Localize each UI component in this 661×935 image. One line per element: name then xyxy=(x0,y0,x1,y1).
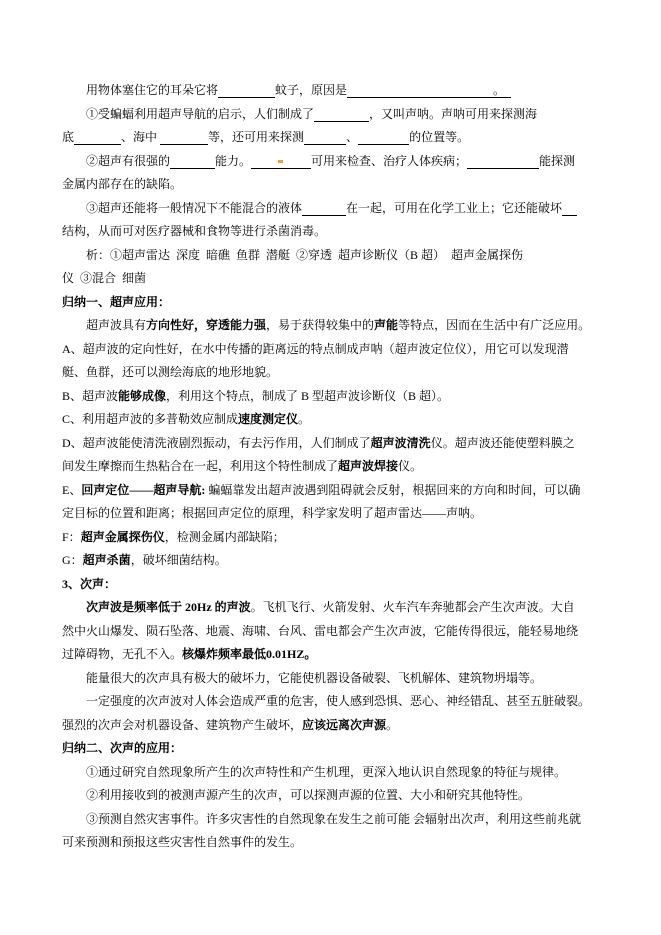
text-segment: 可来预测和预报这些灾害性自然事件的发生。 xyxy=(62,835,303,849)
text-line xyxy=(62,831,601,855)
text-segment: D、超声波能使清洗液剧烈振动，有去污作用，人们制成了 xyxy=(62,435,371,450)
text-segment: 。 xyxy=(298,412,311,426)
text-line xyxy=(62,314,601,338)
text-segment: 定目标的位置和距离；根据回声定位的原理，科学家发明了超声雷达——声呐。 xyxy=(62,506,483,520)
text-segment: 蚊子，原因是 xyxy=(275,83,348,97)
text-segment: 能量很大的次声具有极大的破坏力，它能使机器设备破裂、飞机解体、建筑物坍塌等。 xyxy=(86,670,543,685)
text-line xyxy=(62,408,601,432)
text-line xyxy=(62,197,601,221)
text-segment: 结构，从而可对医疗器械和食物等进行杀菌消毒。 xyxy=(62,224,327,238)
text-segment: ，易于获得较集中的 xyxy=(266,318,375,332)
text-segment: 归纳一、超声应用： xyxy=(62,294,171,309)
text-line xyxy=(62,291,601,315)
text-line xyxy=(62,432,601,456)
text-segment: 应该远离次声源 xyxy=(302,717,387,732)
text-segment: ，利用这个特点，制成了 B 型超声波诊断仪（B 超）。 xyxy=(166,388,450,403)
text-segment: ，破坏细菌结构。 xyxy=(130,553,227,567)
text-segment: 底 xyxy=(62,130,75,144)
text-segment: 的位置等。 xyxy=(409,130,470,144)
fill-in-blank xyxy=(562,201,577,216)
text-segment: ①通过研究自然现象所产生的次声特性和产生机理，更深入地认识自然现象的特征与规律。 xyxy=(86,764,567,779)
text-segment: E、 xyxy=(62,482,82,497)
text-line xyxy=(62,526,601,550)
text-line xyxy=(62,150,601,174)
text-segment: 仪。超声波还能使塑料膜之 xyxy=(430,435,575,450)
text-segment: 析：①超声雷达 深度 暗礁 鱼群 潜艇 ②穿透 超声诊断仪（B 超） 超声金属探伤 xyxy=(86,247,524,262)
text-segment: 间发生摩擦而生热粘合在一起，利用这个特性制成了 xyxy=(62,459,339,473)
text-line xyxy=(62,103,601,127)
text-line xyxy=(62,267,601,291)
fill-in-blank xyxy=(218,83,275,98)
text-segment: 回声定位——超声导航: xyxy=(81,482,206,497)
text-line xyxy=(62,338,601,362)
text-segment: 可用来检查、治疗人体疾病； xyxy=(311,153,468,168)
text-segment: ③超声还能将一般情况下不能混合的液体 xyxy=(86,200,303,215)
text-segment: 等特点，因而在生活中有广泛应用。 xyxy=(398,318,591,332)
text-segment: 艇、鱼群，还可以测绘海底的地形地貌。 xyxy=(62,365,279,379)
text-segment: 用物体塞住它的耳朵它将 xyxy=(86,83,219,97)
text-line xyxy=(62,455,601,479)
text-segment: 声能 xyxy=(374,318,399,332)
text-segment: ③预测自然灾害事件。许多灾害性的自然现象在发生之前可能 会辐射出次声，利用这些前兆就 xyxy=(86,811,582,826)
text-segment: 。飞机飞行、火箭发射、火车汽车奔驰都会产生次声波。大自 xyxy=(250,600,575,614)
text-segment: 。 xyxy=(386,717,399,732)
fill-in-blank: 。 xyxy=(347,83,511,98)
text-line xyxy=(62,620,601,644)
text-segment: 、海中 xyxy=(121,130,161,144)
fill-in-blank xyxy=(304,130,346,145)
text-line xyxy=(62,79,601,103)
text-segment: 归纳二、次声的应用： xyxy=(62,741,183,755)
text-line xyxy=(62,596,601,620)
text-segment: 超声波焊接 xyxy=(338,459,399,473)
text-segment: 核爆炸频率最低0.01HZ。 xyxy=(182,647,317,661)
text-segment: B、超声波 xyxy=(62,388,119,403)
text-segment: 能探测 xyxy=(539,153,576,168)
text-segment: 能够成像 xyxy=(118,388,167,403)
text-line xyxy=(62,361,601,385)
text-segment: ，又叫声呐。声呐可用来探测海 xyxy=(369,106,538,121)
text-segment: 次声波是频率低于 20Hz 的声波 xyxy=(86,600,251,614)
text-segment: 仪。 xyxy=(398,459,423,473)
fill-in-blank xyxy=(314,107,369,122)
text-segment: 在一起，可用在化学工业上；它还能破坏 xyxy=(346,200,563,215)
text-segment: 蝙蝠靠发出超声波遇到阻碍就会反射，根据回来的方向和时间，可以确 xyxy=(205,482,581,497)
text-line xyxy=(62,244,601,268)
text-segment: ①受蝙蝠利用超声导航的启示，人们制成了 xyxy=(86,106,315,121)
text-segment: G： xyxy=(62,553,83,567)
text-line xyxy=(62,479,601,503)
text-line xyxy=(62,220,601,244)
text-line xyxy=(62,784,601,808)
text-segment: 一定强度的次声波对人体会造成严重的危害，使人感到恐惧、恶心、神经错乱、甚至五脏破裂。 xyxy=(86,694,591,708)
text-segment: 超声波清洗 xyxy=(370,435,431,450)
text-segment: 强烈的次声会对机器设备、建筑物产生破坏， xyxy=(62,717,303,732)
text-segment: 超声波具有 xyxy=(86,318,147,332)
text-line xyxy=(62,126,601,150)
text-line xyxy=(62,737,601,761)
text-segment: ②利用接收到的被测声源产生的次声，可以探测声源的位置、大小和研究其他特性。 xyxy=(86,788,531,802)
text-line xyxy=(62,385,601,409)
text-line xyxy=(62,667,601,691)
text-segment: 金属内部存在的缺陷。 xyxy=(62,177,183,191)
text-segment: 速度测定仪 xyxy=(238,412,299,426)
fill-in-blank xyxy=(251,154,311,169)
fill-in-blank xyxy=(467,154,539,169)
text-line xyxy=(62,502,601,526)
text-line xyxy=(62,761,601,785)
text-segment: 超声金属探伤仪 xyxy=(80,529,165,544)
text-line xyxy=(62,690,601,714)
text-segment: 方向性好，穿透能力强 xyxy=(146,318,267,332)
text-segment: 过障碍物，无孔不入。 xyxy=(62,647,183,661)
fill-in-blank xyxy=(160,130,208,145)
text-segment: 等，还可用来探测 xyxy=(208,130,305,144)
text-line xyxy=(62,549,601,573)
text-line xyxy=(62,173,601,197)
text-segment: ，检测金属内部缺陷； xyxy=(164,529,285,544)
fill-in-blank xyxy=(358,130,409,145)
text-line xyxy=(62,714,601,738)
text-line xyxy=(62,808,601,832)
text-segment: 3、次声： xyxy=(62,576,117,591)
text-line xyxy=(62,643,601,667)
text-segment: 然中火山爆发、陨石坠落、地震、海啸、台风、雷电都会产生次声波，它能传得很远，能轻易地绕 xyxy=(62,623,579,638)
text-segment: C、利用超声波的多普勒效应制成 xyxy=(62,412,239,426)
text-segment: 超声杀菌 xyxy=(82,553,131,567)
text-line xyxy=(62,573,601,597)
text-segment: F： xyxy=(62,529,81,544)
text-segment: A、超声波的定向性好，在水中传播的距离远的特点制成声呐（超声波定位仪），用它可以发现潜 xyxy=(62,341,569,356)
fill-in-blank xyxy=(302,201,346,216)
text-segment: ②超声有很强的 xyxy=(86,153,171,168)
fill-in-blank xyxy=(170,154,215,169)
text-segment: 能力。 xyxy=(215,153,252,168)
text-segment: 、 xyxy=(346,130,359,144)
fill-in-blank xyxy=(74,130,121,145)
text-segment: 仪 ③混合 细菌 xyxy=(62,271,147,285)
